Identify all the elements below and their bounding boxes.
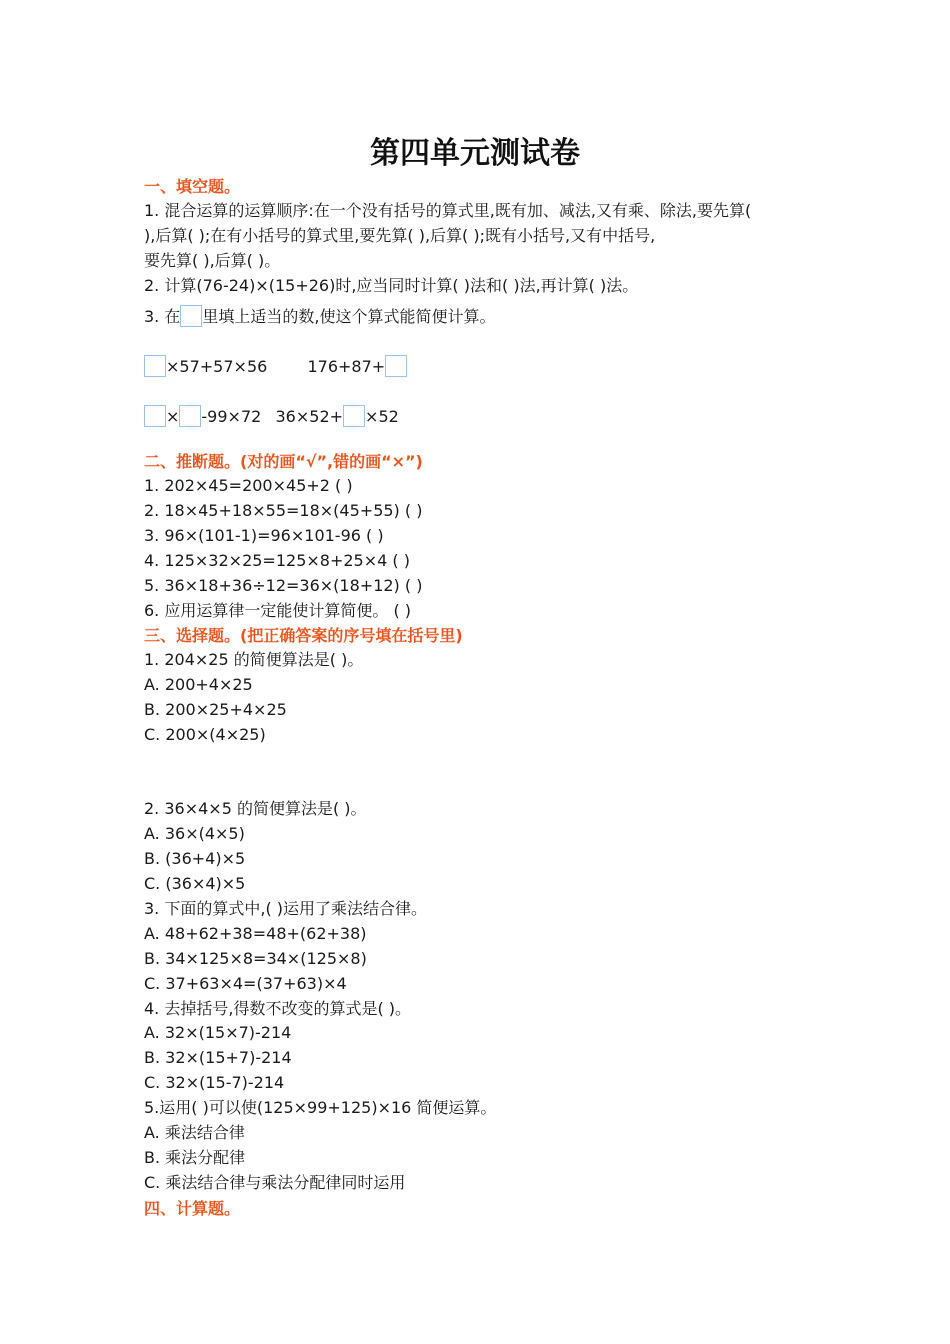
- choice-option: B. 32×(15+7)-214: [144, 1048, 292, 1067]
- choice-option: B. 34×125×8=34×(125×8): [144, 949, 367, 968]
- choice-question: 3. 下面的算式中,( )运用了乘法结合律。: [144, 899, 428, 918]
- expr-2d: ×52: [365, 407, 399, 426]
- choice-option: B. 200×25+4×25: [144, 700, 287, 719]
- choice-option: A. 36×(4×5): [144, 824, 245, 843]
- choice-question: 4. 去掉括号,得数不改变的算式是( )。: [144, 999, 412, 1018]
- section-calc-heading: 四、计算题。: [144, 1199, 241, 1218]
- answer-box[interactable]: [385, 355, 407, 377]
- answer-box[interactable]: [179, 405, 201, 427]
- expr-2c: 36×52+: [275, 407, 344, 426]
- judge-item: 4. 125×32×25=125×8+25×4 ( ): [144, 551, 410, 570]
- fill-q1-line2: ),后算( );在有小括号的算式里,要先算( ),后算( );既有小括号,又有中括号,: [144, 226, 656, 245]
- answer-box-example: [180, 305, 202, 327]
- answer-box[interactable]: [144, 405, 166, 427]
- fill-q3-prefix: 3. 在: [144, 307, 181, 326]
- fill-q1-line1: 1. 混合运算的运算顺序:在一个没有括号的算式里,既有加、减法,又有乘、除法,要先算(: [144, 201, 752, 220]
- choice-option: C. 乘法结合律与乘法分配律同时运用: [144, 1173, 406, 1192]
- expr-2a: ×: [166, 407, 180, 426]
- judge-item: 1. 202×45=200×45+2 ( ): [144, 476, 353, 495]
- choice-option: C. 200×(4×25): [144, 725, 266, 744]
- fill-q3-suffix: 里填上适当的数,使这个算式能简便计算。: [202, 307, 496, 326]
- choice-question: 2. 36×4×5 的简便算法是( )。: [144, 799, 367, 818]
- choice-option: B. (36+4)×5: [144, 849, 246, 868]
- fill-q3: [144, 305, 495, 328]
- expr-1a: ×57+57×56: [166, 357, 268, 376]
- judge-item: 3. 96×(101-1)=96×101-96 ( ): [144, 526, 384, 545]
- choice-question: 1. 204×25 的简便算法是( )。: [144, 650, 364, 669]
- choice-option: A. 32×(15×7)-214: [144, 1023, 292, 1042]
- choice-option: B. 乘法分配律: [144, 1148, 246, 1167]
- choice-question: 5.运用( )可以使(125×99+125)×16 简便运算。: [144, 1098, 497, 1117]
- section-fill-heading: 一、填空题。: [144, 177, 241, 196]
- choice-option: A. 48+62+38=48+(62+38): [144, 924, 367, 943]
- expr-2b: -99×72: [201, 407, 262, 426]
- fill-q2: 2. 计算(76-24)×(15+26)时,应当同时计算( )法和( )法,再计算( )法。: [144, 276, 639, 295]
- judge-item: 5. 36×18+36÷12=36×(18+12) ( ): [144, 576, 423, 595]
- fill-q1-line3: 要先算( ),后算( )。: [144, 251, 281, 270]
- answer-box[interactable]: [343, 405, 365, 427]
- fill-expression-row-2: [144, 405, 399, 428]
- fill-expression-row-1: [144, 355, 407, 378]
- section-choice-heading: 三、选择题。(把正确答案的序号填在括号里): [144, 626, 463, 645]
- choice-option: C. 37+63×4=(37+63)×4: [144, 974, 347, 993]
- choice-option: A. 200+4×25: [144, 675, 253, 694]
- expr-1b: 176+87+: [307, 357, 386, 376]
- judge-item: 6. 应用运算律一定能使计算简便。 ( ): [144, 601, 412, 620]
- judge-item: 2. 18×45+18×55=18×(45+55) ( ): [144, 501, 423, 520]
- choice-option: C. 32×(15-7)-214: [144, 1073, 285, 1092]
- answer-box[interactable]: [144, 355, 166, 377]
- choice-option: A. 乘法结合律: [144, 1123, 245, 1142]
- page-title: 第四单元测试卷: [370, 136, 580, 171]
- section-judge-heading: 二、推断题。(对的画“√”,错的画“×”): [144, 452, 423, 471]
- choice-option: C. (36×4)×5: [144, 874, 246, 893]
